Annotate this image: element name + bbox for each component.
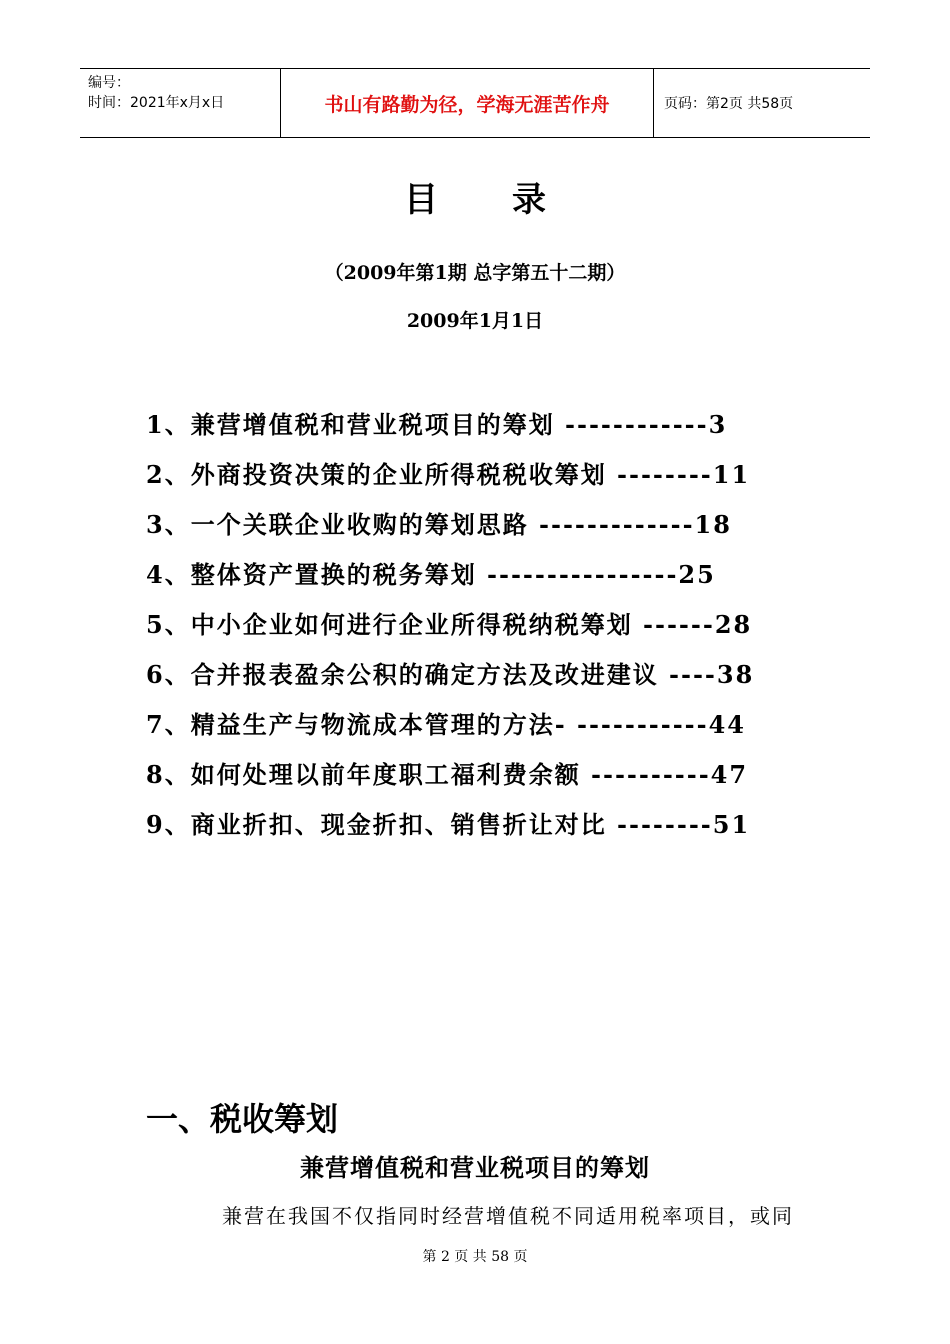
toc-entry[interactable] xyxy=(146,547,806,597)
header-meta xyxy=(80,69,280,137)
section-heading: 一、税收筹划 xyxy=(146,1100,339,1138)
toc-entry[interactable] xyxy=(146,647,806,697)
toc-entry[interactable] xyxy=(146,447,806,497)
toc-entry[interactable] xyxy=(146,597,806,647)
toc-entry[interactable] xyxy=(146,797,806,847)
page-footer: 第 2 页 共 58 页 xyxy=(422,1249,528,1265)
toc-entry[interactable] xyxy=(146,697,806,747)
article-title: 兼营增值税和营业税项目的筹划 xyxy=(300,1153,650,1182)
header-page-info: 页码：第2页 共58页 xyxy=(664,96,794,112)
page-header xyxy=(80,68,870,138)
toc-title: 目录 xyxy=(404,180,620,220)
toc-entry-text: 3、一个关联企业收购的筹划思路 -------------18 xyxy=(146,509,732,539)
header-motto: 书山有路勤为径，学海无涯苦作舟 xyxy=(280,69,654,137)
document-time-label: 时间：2021年x月x日 xyxy=(88,95,225,111)
article-body-text: 兼营在我国不仅指同时经营增值税不同适用税率项目，或同 xyxy=(222,1204,794,1228)
document-number-label: 编号： xyxy=(88,75,130,91)
toc-entry-text: 2、外商投资决策的企业所得税税收筹划 --------11 xyxy=(146,459,751,489)
toc-entry-text: 4、整体资产置换的税务筹划 ----------------25 xyxy=(146,559,716,589)
issue-date: 2009年1月1日 xyxy=(406,310,544,332)
toc-entry-text: 8、如何处理以前年度职工福利费余额 ----------47 xyxy=(146,759,749,789)
toc-entry-text: 1、兼营增值税和营业税项目的筹划 ------------3 xyxy=(146,409,728,439)
issue-line: （2009年第1期 总字第五十二期） xyxy=(324,262,626,284)
toc-entry-text: 5、中小企业如何进行企业所得税纳税筹划 ------28 xyxy=(146,609,753,639)
toc-entry-text: 6、合并报表盈余公积的确定方法及改进建议 ----38 xyxy=(146,659,755,689)
table-of-contents xyxy=(146,397,806,847)
toc-entry-text: 7、精益生产与物流成本管理的方法- -----------44 xyxy=(146,709,746,739)
toc-entry[interactable] xyxy=(146,397,806,447)
toc-entry[interactable] xyxy=(146,497,806,547)
toc-entry[interactable] xyxy=(146,747,806,797)
toc-entry-text: 9、商业折扣、现金折扣、销售折让对比 --------51 xyxy=(146,809,751,839)
